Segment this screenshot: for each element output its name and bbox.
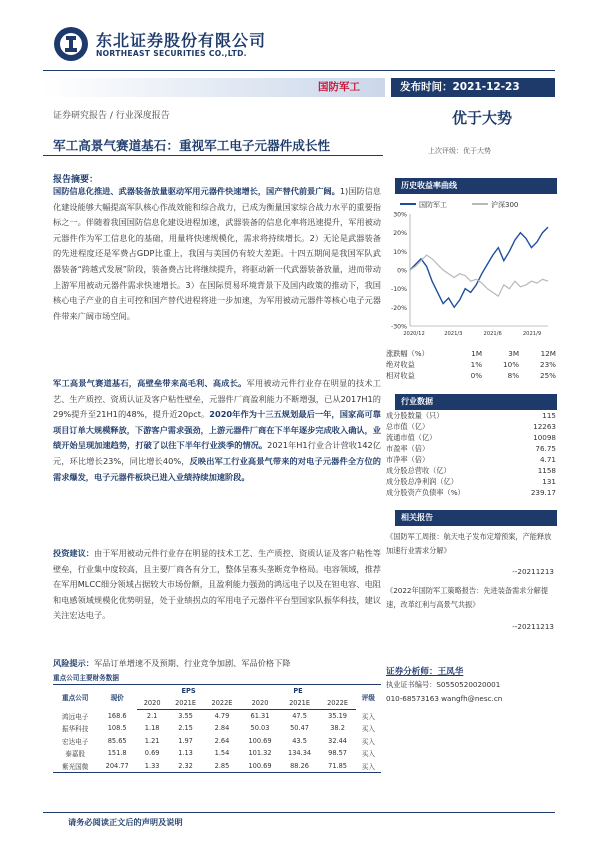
header-rule <box>43 70 555 71</box>
chart-heading: 历史收益率曲线 <box>395 178 557 194</box>
industry-data-row <box>386 476 556 487</box>
logo-icon <box>52 25 90 63</box>
performance-header-cell: 12M <box>540 349 556 358</box>
industry-data-value: 1158 <box>537 466 556 475</box>
table-cell: 168.6 <box>107 711 127 720</box>
company-name-cell: 宏达电子 <box>62 737 89 746</box>
table-caption: 重点公司主要财务数据 <box>53 674 119 682</box>
analyst-cert: 执业证书编号：S0550520020001 <box>386 680 501 689</box>
legend-label: 国防军工 <box>419 201 447 209</box>
summary-bold-2b: 2020年作为十三五规划最后一年，国家高可靠项目订单大规模释放，下游客户需求强劲，上游元器件厂商在下半年逐步完成收入确认，业绩开始呈现加速趋势，打破了以往下半年行业淡季的情况。 <box>53 409 381 451</box>
company-name-cn: 东北证券股份有限公司 <box>96 31 267 50</box>
table-cell: 101.32 <box>248 749 272 758</box>
table-cell: 1.97 <box>178 736 193 745</box>
performance-cell: 绝对收益 <box>386 360 415 369</box>
rating: 优于大势 <box>452 109 513 127</box>
table-cell: 151.8 <box>107 749 127 758</box>
performance-row <box>386 370 556 381</box>
summary-heading: 报告摘要： <box>53 175 99 185</box>
table-cell: 32.44 <box>328 736 348 745</box>
col-pe: PE <box>240 685 356 698</box>
performance-header-cell: 1M <box>471 349 483 358</box>
industry-data-row <box>386 465 556 476</box>
year-header: 2022E <box>319 697 355 710</box>
performance-cell: 10% <box>503 360 520 369</box>
related-reports-heading: 相关报告 <box>395 510 557 526</box>
table-cell: 50.03 <box>250 724 270 733</box>
summary-paragraph-1 <box>53 184 381 324</box>
investment-suggestion <box>53 546 381 624</box>
category-label: 国防军工 <box>318 81 360 93</box>
col-rating: 评级 <box>356 685 381 710</box>
industry-data-value: 131 <box>542 477 556 486</box>
performance-header-cell: 3M <box>508 349 520 358</box>
footer-disclaimer[interactable]: 请务必阅读正文后的声明及说明 <box>68 817 183 827</box>
performance-header <box>386 348 556 359</box>
company-name-cell: 振华科技 <box>62 725 89 734</box>
year-header: 2020 <box>137 697 167 710</box>
y-tick-label: 20% <box>393 230 407 238</box>
col-eps: EPS <box>137 685 240 698</box>
table-cell: 2.32 <box>167 760 203 773</box>
table-cell: 134.34 <box>288 749 312 758</box>
industry-data-key: 成分股总净利润（亿） <box>386 477 458 486</box>
related-report-2[interactable]: 《2022年国防军工策略报告：先进装备需求分解提速，改革红利与高景气共振》 <box>386 586 549 609</box>
table-row <box>53 760 381 773</box>
table-cell: 50.47 <box>290 724 309 733</box>
performance-cell: 23% <box>540 360 556 369</box>
table-cell: 1.18 <box>144 724 160 733</box>
risk-warning <box>53 656 381 672</box>
summary-body-2c: 2021年H1行业合计营收142亿元，环比增长23%，同比增长40%， <box>53 440 381 466</box>
table-cell: 35.19 <box>328 712 348 720</box>
table-cell: 3.55 <box>178 712 193 720</box>
industry-data-value: 4.71 <box>539 455 556 464</box>
table-cell: 买入 <box>361 712 375 721</box>
table-cell: 2.1 <box>146 712 158 720</box>
performance-chart <box>386 196 556 344</box>
title-rule <box>43 155 383 156</box>
x-tick-label: 2021/9 <box>522 331 542 337</box>
table-cell: 2.64 <box>214 736 230 745</box>
industry-data-row <box>386 443 556 454</box>
table-cell: 61.31 <box>250 712 270 720</box>
industry-data-key: 成分股数量（只） <box>386 411 444 420</box>
y-tick-label: -20% <box>391 304 407 312</box>
industry-data-key: 成分股总营收（亿） <box>386 466 451 475</box>
report-title: 军工高景气赛道基石：重视军工电子元器件成长性 <box>53 138 331 153</box>
company-name-cell: 鸿远电子 <box>62 712 89 721</box>
table-cell: 2.15 <box>178 724 193 733</box>
table-cell: 1.54 <box>214 749 230 758</box>
industry-data-row <box>386 421 556 432</box>
industry-data-key: 市盈率（倍） <box>386 444 430 453</box>
footer-rule <box>43 812 555 813</box>
y-tick-label: 10% <box>393 248 407 256</box>
y-tick-label: -10% <box>391 286 407 294</box>
previous-rating: 上次评级：优于大势 <box>428 147 491 155</box>
industry-data-value: 239.17 <box>530 488 556 497</box>
performance-cell: 25% <box>540 371 556 380</box>
industry-data-table <box>386 410 556 498</box>
table-cell: 2.84 <box>214 724 230 733</box>
industry-data-heading: 行业数据 <box>395 394 557 410</box>
table-cell: 85.65 <box>107 736 127 745</box>
publish-date: 发布时间：2021-12-23 <box>400 81 520 93</box>
table-cell: 38.2 <box>330 724 345 733</box>
risk-lead: 风险提示： <box>53 658 94 668</box>
table-cell: 买入 <box>356 760 381 773</box>
year-header: 2022E <box>204 697 240 710</box>
performance-header-cell: 涨跌幅（%） <box>386 349 429 358</box>
table-cell: 100.69 <box>240 760 280 773</box>
analyst-name: 证券分析师：王凤华 <box>386 667 464 677</box>
table-row <box>53 722 381 735</box>
table-cell: 98.57 <box>328 749 348 758</box>
x-tick-label: 2021/6 <box>483 331 502 337</box>
table-cell: 买入 <box>361 750 375 759</box>
analyst-contact[interactable]: 010-68573163 wangfh@nesc.cn <box>386 694 503 703</box>
table-cell: 1.33 <box>137 760 167 773</box>
table-header-row <box>53 685 381 698</box>
table-cell: 47.5 <box>292 712 307 720</box>
table-row <box>53 747 381 760</box>
related-report-1-date: --20211213 <box>512 567 554 576</box>
table-row <box>53 735 381 748</box>
industry-data-key: 流通市值（亿） <box>386 433 437 442</box>
risk-body: 军品订单增速不及预期、行业竞争加剧、军品价格下降 <box>93 658 291 668</box>
table-cell: 4.79 <box>214 712 230 720</box>
summary-body-1: 1)国防信息化建设能够大幅提高军队核心作战效能和综合战力，已成为衡量国家综合战力水平的重要指标之一。伴随着我国国防信息化建设进程加速，武器装备的信息化率将迅速提升，军用被动元器件作为军工信息化的基础，用量将快速规模化，需求将持续增长。2）无论是武器装备的先进程度还是军费占GDP比重上，我国与美国仍有较大差距。十四五期间是我国军队武器装备“跨越式发展”阶段，装备费占比将继续提升，将驱动新一代武器装备放量，进而带动上游军用被动元器件需求快速增长。3）在国际贸易环境背景下及国内政策的推动下，我国核心电子产业的自主可控和国产替代进程将进一步加速，为军用被动元器件等核心电子元器件带来广阔市场空间。 <box>53 186 381 321</box>
legend-label: 沪深300 <box>491 201 519 209</box>
table-cell: 204.77 <box>97 760 137 773</box>
table-cell: 买入 <box>361 737 375 746</box>
y-tick-label: -30% <box>391 323 407 331</box>
industry-data-key: 市净率（倍） <box>386 455 430 464</box>
x-tick-label: 2020/12 <box>403 331 425 337</box>
table-cell: 88.26 <box>280 760 320 773</box>
table-cell: 1.21 <box>144 736 160 745</box>
industry-data-row <box>386 410 556 421</box>
related-report-1[interactable]: 《国防军工周报：航天电子发布定增预案，产能释放加速行业需求分解》 <box>386 532 552 555</box>
industry-data-row <box>386 454 556 465</box>
table-cell: 1.13 <box>178 749 193 758</box>
industry-data-row <box>386 487 556 498</box>
table-cell: 100.69 <box>248 736 272 745</box>
company-logo <box>52 25 267 63</box>
performance-cell: 相对收益 <box>386 371 415 380</box>
table-body <box>53 710 381 773</box>
suggestion-body: 由于军用被动元件行业存在明显的技术工艺、生产质控、资质认证及客户粘性等壁垒，行业集中度较高，且主要厂商各有分工，整体呈寡头垄断竞争格局。电容领域，推荐在军用MLCC细分领域占据较大市场份额，且盈利能力强劲的鸿远电子以及在钽电容、电阻和电感领域规模化优势明显，处于业绩拐点的军用电子元器件平台型国家队振华科技，建议关注宏达电子。 <box>53 548 381 621</box>
table-cell: 71.85 <box>319 760 355 773</box>
company-financials-table <box>53 684 381 773</box>
performance-cell: 8% <box>507 371 520 380</box>
y-tick-label: 0% <box>397 267 407 275</box>
series-line-defense <box>410 227 548 307</box>
summary-bold-2d: 反映出军工行业高景气带来的对电子元器件全方位的需求爆发，电子元器件板块已进入业绩持续加速阶段。 <box>53 455 381 482</box>
table-cell: 2.85 <box>204 760 240 773</box>
table-row <box>53 710 381 723</box>
performance-cell: 0% <box>470 371 483 380</box>
report-type: 证券研究报告 / 行业深度报告 <box>53 111 170 121</box>
industry-data-value: 115 <box>542 411 556 420</box>
related-report-2-date: --20211213 <box>512 622 554 631</box>
industry-data-value: 10098 <box>533 433 556 442</box>
summary-body-2a: 军用被动元件行业存在明显的技术工艺、生产质控、资质认证及客户粘性壁垒，元器件厂商盈利能力不断增强，已从2017H1的29%提升至21H1的48%，提升近20pct。 <box>53 378 381 420</box>
performance-body <box>386 359 556 381</box>
industry-data-row <box>386 432 556 443</box>
industry-data-key: 总市值（亿） <box>386 422 430 431</box>
company-name-en: NORTHEAST SECURITIES CO.,LTD. <box>96 49 247 58</box>
col-price: 现价 <box>97 685 137 710</box>
col-company: 重点公司 <box>53 685 97 710</box>
summary-paragraph-2 <box>53 376 381 485</box>
table-cell: 43.5 <box>292 736 307 745</box>
table-cell: 买入 <box>361 725 375 734</box>
performance-table <box>386 348 556 381</box>
year-header: 2020 <box>240 697 280 710</box>
table-cell: 0.69 <box>144 749 160 758</box>
summary-lead-1: 国防信息化推进、武器装备放量驱动军用元器件快速增长，国产替代前景广阔。 <box>53 186 340 196</box>
y-tick-label: 30% <box>393 211 407 219</box>
suggestion-lead: 投资建议： <box>53 548 94 558</box>
industry-data-value: 76.75 <box>535 444 556 453</box>
performance-cell: 1% <box>470 360 483 369</box>
table-cell: 108.5 <box>107 724 127 733</box>
summary-lead-2: 军工高景气赛道基石，高壁垒带来高毛利、高成长。 <box>53 378 247 388</box>
year-header: 2021E <box>280 697 320 710</box>
performance-row <box>386 359 556 370</box>
year-header: 2021E <box>167 697 203 710</box>
company-name-cell: 泰嘉股 <box>65 750 86 759</box>
company-name-cell: 紫光国微 <box>53 760 97 773</box>
industry-data-value: 12263 <box>533 422 556 431</box>
x-tick-label: 2021/3 <box>444 331 463 337</box>
industry-data-key: 成分股资产负债率（%） <box>386 488 465 497</box>
